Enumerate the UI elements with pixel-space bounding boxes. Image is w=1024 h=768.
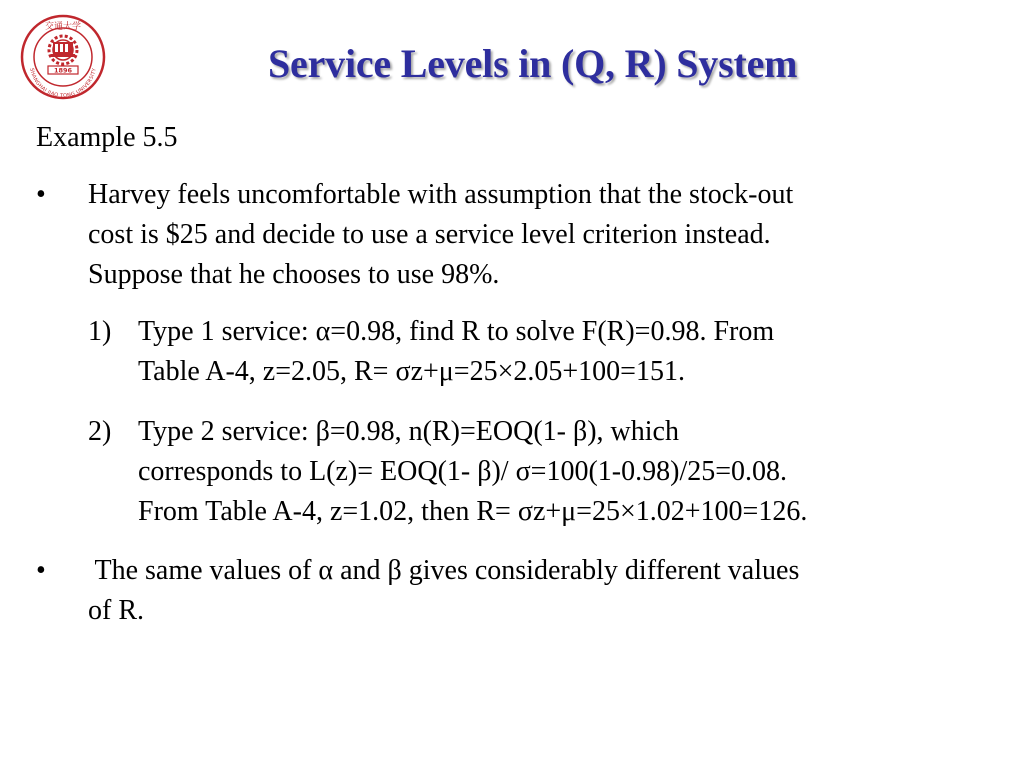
- item-number: 2): [88, 416, 112, 447]
- bullet-text: [88, 551, 978, 631]
- bullet-line: The same values of α and β gives considerably different values: [88, 555, 800, 586]
- bullet-item: [36, 175, 976, 295]
- bullet-text: [88, 175, 978, 295]
- bullet-marker: •: [36, 555, 46, 586]
- numbered-item-line: Type 2 service: β=0.98, n(R)=EOQ(1- β), which: [138, 416, 679, 447]
- numbered-item-line: Type 1 service: α=0.98, find R to solve F(R)=0.98. From: [138, 316, 775, 347]
- seal-icon: [20, 14, 106, 100]
- numbered-item-line: From Table A-4, z=1.02, then R= σz+μ=25×1.02+100=126.: [138, 496, 808, 527]
- example-label: Example 5.5: [36, 122, 178, 153]
- bullet-line: Suppose that he chooses to use 98%.: [88, 259, 500, 290]
- item-number: 1): [88, 316, 112, 347]
- numbered-item-line: corresponds to L(z)= EOQ(1- β)/ σ=100(1-0.98)/25=0.08.: [138, 456, 788, 487]
- numbered-item-text: [138, 412, 968, 532]
- numbered-item: [88, 312, 968, 392]
- numbered-item-text: [138, 312, 968, 392]
- bullet-line: Harvey feels uncomfortable with assumption that the stock-out: [88, 179, 794, 210]
- seal-year: 1896: [53, 66, 73, 75]
- bullet-item: [36, 551, 976, 631]
- slide-title: Service Levels in (Q, R) System: [268, 41, 798, 86]
- numbered-item: [88, 412, 968, 532]
- bullet-line: cost is $25 and decide to use a service level criterion instead.: [88, 219, 771, 250]
- seal-top-text: 交通大学: [44, 22, 82, 32]
- bullet-line: of R.: [88, 595, 144, 626]
- university-seal-logo: [20, 14, 106, 100]
- bullet-marker: •: [36, 179, 46, 210]
- numbered-item-line: Table A-4, z=2.05, R= σz+μ=25×2.05+100=151.: [138, 356, 685, 387]
- seal-ring-text: SHANGHAI JIAO TONG UNIVERSITY: [28, 67, 98, 100]
